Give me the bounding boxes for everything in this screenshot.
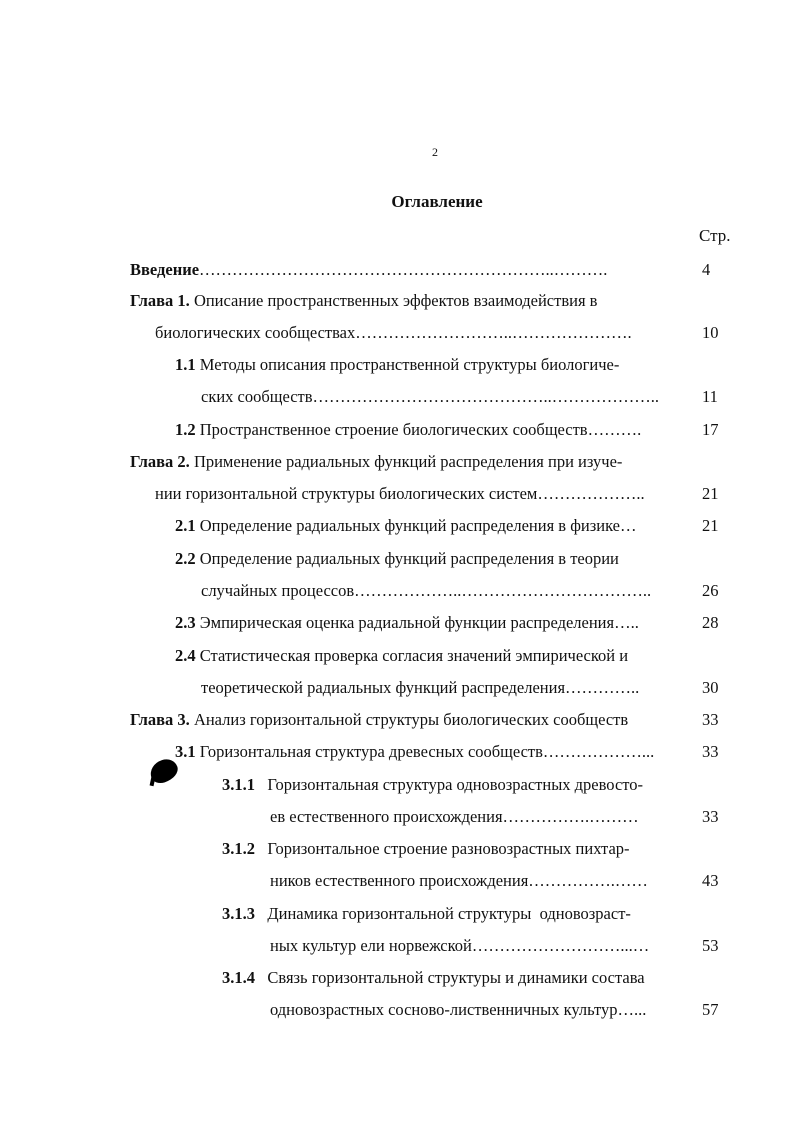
entry-text: теоретической радиальных функций распределения………….. — [201, 678, 640, 697]
toc-entry-1-1-cont[interactable] — [201, 385, 685, 409]
entry-text: Связь горизонтальной структуры и динамики состава — [255, 968, 645, 987]
pages-column-header: Стр. — [699, 226, 731, 245]
entry-page: 33 — [702, 742, 719, 761]
toc-entry-3-1-4[interactable] — [222, 966, 690, 990]
entry-label: 2.4 — [175, 646, 196, 665]
entry-page: 28 — [702, 613, 719, 632]
entry-text: одновозрастных сосново-лиственничных культур…... — [270, 1000, 647, 1019]
entry-page: 57 — [702, 1000, 719, 1019]
entry-text: Методы описания пространственной структуры биологиче- — [195, 355, 620, 374]
entry-page: 26 — [702, 581, 719, 600]
toc-entry-1-1[interactable] — [175, 353, 690, 377]
entry-page: 4 — [702, 260, 711, 279]
entry-label: 3.1 — [175, 742, 196, 761]
toc-entry-chapter-1-cont[interactable] — [155, 321, 685, 345]
entry-label: 1.2 — [175, 420, 196, 439]
entry-text: Определение радиальных функций распределения в теории — [195, 549, 619, 568]
entry-page: 21 — [702, 484, 719, 503]
entry-text: Пространственное строение биологических сообществ………. — [195, 420, 642, 439]
toc-entry-intro[interactable] — [130, 258, 682, 282]
entry-text: ев естественного происхождения…………….……… — [270, 807, 639, 826]
toc-entry-3-1-2-cont[interactable] — [270, 869, 685, 893]
entry-text: ников естественного происхождения…………….…… — [270, 871, 648, 890]
entry-page: 53 — [702, 936, 719, 955]
entry-page: 11 — [702, 387, 718, 406]
entry-label: Глава 3. — [130, 710, 190, 729]
entry-text: Описание пространственных эффектов взаимодействия в — [189, 291, 598, 310]
entry-label: Глава 1. — [130, 291, 190, 310]
entry-text: ских сообществ……………………………………..……………….. — [201, 387, 660, 406]
entry-text: нии горизонтальной структуры биологических систем……………….. — [155, 484, 645, 503]
toc-entry-chapter-2-cont[interactable] — [155, 482, 685, 506]
toc-entry-3-1-3[interactable] — [222, 902, 690, 926]
toc-entry-2-4-cont[interactable] — [201, 676, 685, 700]
toc-entry-chapter-2[interactable] — [130, 450, 690, 474]
toc-entry-3-1-1[interactable] — [222, 773, 690, 797]
entry-label: Введение — [130, 260, 200, 279]
toc-entry-2-2[interactable] — [175, 547, 690, 571]
toc-entry-2-4[interactable] — [175, 644, 690, 668]
entry-label: 2.1 — [175, 516, 196, 535]
entry-text: случайных процессов………………..…………………………….. — [201, 581, 652, 600]
toc-entry-2-3[interactable] — [175, 611, 685, 635]
entry-text: Горизонтальное строение разновозрастных пихтар- — [255, 839, 630, 858]
toc-entry-3-1-3-cont[interactable] — [270, 934, 685, 958]
entry-label: 3.1.1 — [222, 775, 255, 794]
toc-entry-3-1-1-cont[interactable] — [270, 805, 682, 829]
entry-page: 30 — [702, 678, 719, 697]
entry-page: 43 — [702, 871, 719, 890]
page-number: 2 — [432, 145, 438, 159]
toc-entry-2-2-cont[interactable] — [201, 579, 685, 603]
entry-label: 1.1 — [175, 355, 196, 374]
toc-entry-chapter-1[interactable] — [130, 289, 690, 313]
entry-text: ных культур ели норвежской………………………...… — [270, 936, 650, 955]
entry-text: ………………………………………………………..………. — [199, 260, 608, 279]
entry-text: Горизонтальная структура древесных сообществ………………... — [195, 742, 655, 761]
toc-entry-chapter-3[interactable] — [130, 708, 686, 732]
toc-title: Оглавление — [391, 192, 483, 211]
entry-text: Анализ горизонтальной структуры биологических сообществ — [189, 710, 629, 729]
toc-entry-3-1[interactable] — [175, 740, 685, 764]
toc-entry-2-1[interactable] — [175, 514, 685, 538]
toc-entry-3-1-4-cont[interactable] — [270, 998, 685, 1022]
entry-label: 3.1.4 — [222, 968, 255, 987]
entry-label: 2.3 — [175, 613, 196, 632]
entry-text: Статистическая проверка согласия значений эмпирической и — [195, 646, 629, 665]
entry-text: биологических сообществах………………………..…………………. — [155, 323, 632, 342]
entry-label: Глава 2. — [130, 452, 190, 471]
entry-page: 10 — [702, 323, 719, 342]
entry-text: Горизонтальная структура одновозрастных древосто- — [255, 775, 644, 794]
entry-label: 3.1.2 — [222, 839, 255, 858]
toc-entry-1-2[interactable] — [175, 418, 685, 442]
entry-page: 33 — [702, 710, 719, 729]
entry-label: 2.2 — [175, 549, 196, 568]
entry-label: 3.1.3 — [222, 904, 255, 923]
entry-text: Эмпирическая оценка радиальной функции распределения….. — [195, 613, 639, 632]
entry-text: Определение радиальных функций распределения в физике… — [195, 516, 637, 535]
entry-text: Динамика горизонтальной структуры одновозраст- — [255, 904, 631, 923]
entry-page: 21 — [702, 516, 719, 535]
entry-page: 33 — [702, 807, 719, 826]
entry-page: 17 — [702, 420, 719, 439]
entry-text: Применение радиальных функций распределения при изуче- — [189, 452, 623, 471]
toc-entry-3-1-2[interactable] — [222, 837, 690, 861]
